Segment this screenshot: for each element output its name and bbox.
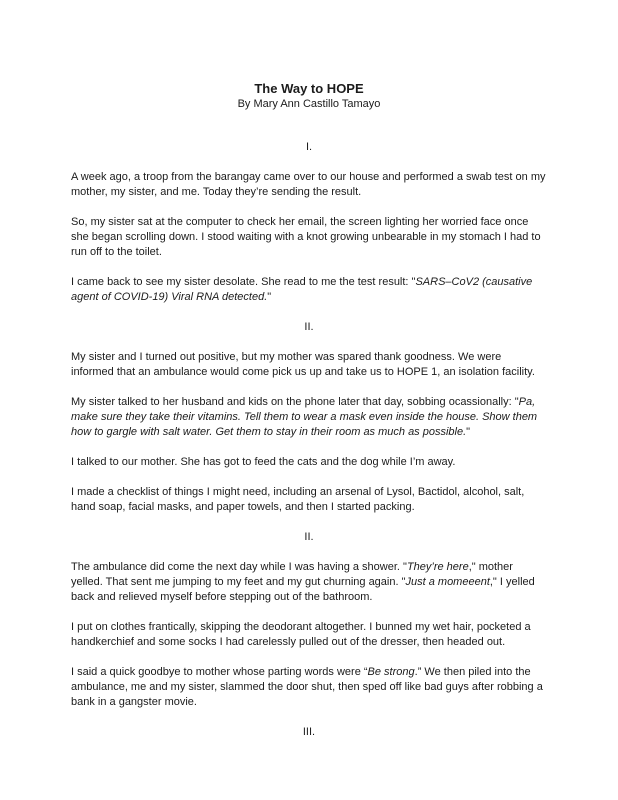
text-run: My sister and I turned out positive, but my mother was spared thank goodness. We were informed that an ambulance would come pick us up and take us to HOPE 1, an isolation facility. <box>71 351 535 378</box>
text-run: The ambulance did come the next day while I was having a shower. " <box>71 561 407 573</box>
text-run: .” We then piled into the ambulance, me and my sister, slammed the door shut, then sped off like bad guys after robbing a bank in a gangster movie. <box>71 666 543 708</box>
paragraph <box>71 215 547 260</box>
document-title: The Way to HOPE <box>254 81 364 96</box>
text-run: Be strong <box>367 666 415 678</box>
text-run: So, my sister sat at the computer to check her email, the screen lighting her worried face once she began scrolling down. I stood waiting with a knot growing unbearable in my stomach I had to run off to the toilet. <box>71 216 541 258</box>
text-run: I said a quick goodbye to mother whose parting words were “ <box>71 666 368 678</box>
document-body <box>71 140 547 740</box>
section-heading: II. <box>304 531 314 543</box>
paragraph <box>71 485 547 515</box>
text-run: Just a momeeent <box>405 576 490 588</box>
text-run: I came back to see my sister desolate. She read to me the test result: " <box>71 276 416 288</box>
text-run: Pa, make sure they take their vitamins. Tell them to wear a mask even inside the house. Show them how to gargle with salt water. Get them to stay in their room as much as possible. <box>71 396 538 438</box>
text-run: ," mother yelled. That sent me jumping to my feet and my gut churning again. " <box>71 561 513 588</box>
paragraph <box>71 665 547 710</box>
paragraph <box>71 350 547 380</box>
section-heading: II. <box>304 321 314 333</box>
section-heading: III. <box>302 726 316 738</box>
paragraph <box>71 455 547 470</box>
paragraph <box>71 170 547 200</box>
text-run: " <box>466 426 471 438</box>
text-run: I put on clothes frantically, skipping the deodorant altogether. I bunned my wet hair, pocketed a handkerchief and some socks I had carelessly pulled out of the dresser, then headed out. <box>71 621 531 648</box>
text-run: " <box>267 291 272 303</box>
paragraph <box>71 395 547 440</box>
text-run: ," I yelled back and relieved myself before stepping out of the bathroom. <box>71 576 535 603</box>
paragraph <box>71 620 547 650</box>
text-run: My sister talked to her husband and kids on the phone later that day, sobbing ocassionally: " <box>71 396 519 408</box>
text-run: I made a checklist of things I might need, including an arsenal of Lysol, Bactidol, alcohol, salt, hand soap, facial masks, and paper towels, and then I started packing. <box>71 486 525 513</box>
section-heading: I. <box>305 141 313 153</box>
paragraph <box>71 560 547 605</box>
text-run: I talked to our mother. She has got to feed the cats and the dog while I’m away. <box>71 456 456 468</box>
paragraph <box>71 275 547 305</box>
text-run: A week ago, a troop from the barangay came over to our house and performed a swab test on my mother, my sister, and me. Today they’re sending the result. <box>71 171 546 198</box>
document-byline: By Mary Ann Castillo Tamayo <box>237 98 381 110</box>
text-run: They’re here <box>406 561 469 573</box>
text-run: SARS–CoV2 (causative agent of COVID-19) Viral RNA detected. <box>71 276 533 303</box>
